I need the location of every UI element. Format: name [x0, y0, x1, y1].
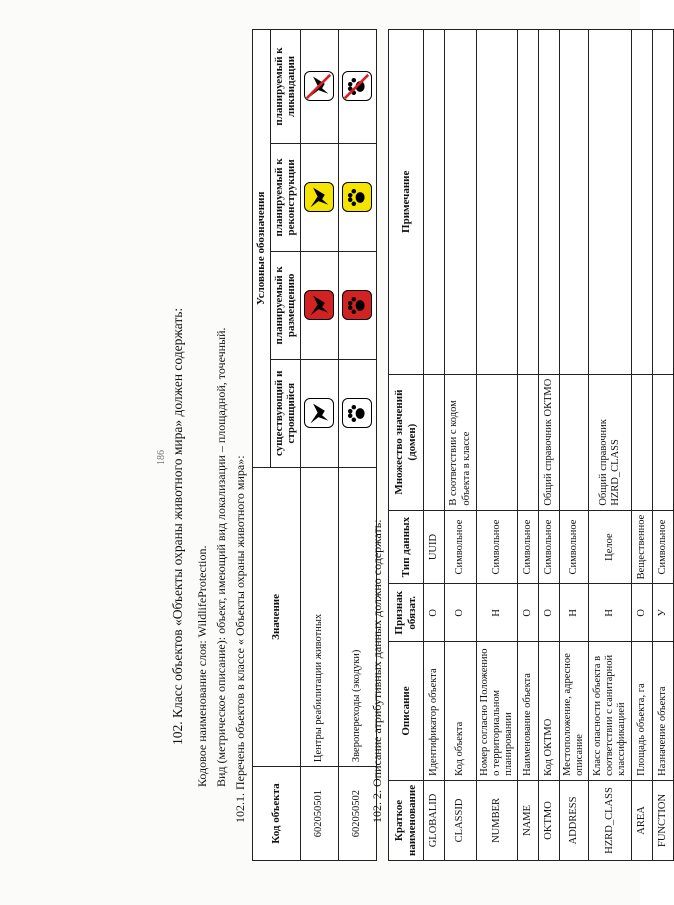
attr-flag: Н — [477, 584, 518, 642]
attr-type: UUID — [424, 510, 445, 584]
table-row — [632, 30, 653, 861]
attr-desc: Код ОКТМО — [539, 642, 560, 781]
attributes-table — [388, 29, 674, 861]
attr-domain — [632, 374, 653, 510]
section-heading: 102. Класс объектов «Объекты охраны животного мира» должен содержать: — [170, 307, 185, 745]
attr-note — [632, 30, 653, 375]
table-row — [300, 30, 338, 861]
table-row — [477, 30, 518, 861]
paw-icon — [342, 71, 372, 101]
attr-domain: В соответствии с кодом объекта в классе — [445, 374, 477, 510]
attr-desc: Площадь объекта, га — [632, 642, 653, 781]
page-number: 186 — [156, 450, 167, 465]
attr-short: AREA — [632, 780, 653, 860]
attr-flag: Н — [560, 584, 589, 642]
attr-type: Символьное — [445, 510, 477, 584]
table-row — [424, 30, 445, 861]
attr-short: GLOBALID — [424, 780, 445, 860]
attr-short: HZRD_CLASS — [589, 780, 632, 860]
table-row — [653, 30, 674, 861]
attr-flag: Н — [589, 584, 632, 642]
object-code: 602050501 — [300, 767, 338, 861]
attr-short: OKTMO — [539, 780, 560, 860]
attr-note — [424, 30, 445, 375]
attr-type: Целое — [589, 510, 632, 584]
header-planned-liquidation: планируемый к ликвидации — [270, 30, 300, 144]
objects-table — [252, 29, 377, 861]
header-value: Значение — [253, 467, 301, 766]
attr-short: NAME — [518, 780, 539, 860]
table-row — [539, 30, 560, 861]
attr-flag: О — [424, 584, 445, 642]
attr-note — [560, 30, 589, 375]
object-value: Зверопереходы (экодуки) — [338, 467, 376, 766]
header-flag: Признак обязат. — [389, 584, 424, 642]
attr-domain — [560, 374, 589, 510]
table-row — [445, 30, 477, 861]
paw-icon — [342, 398, 372, 428]
attr-note — [477, 30, 518, 375]
attr-note — [653, 30, 674, 375]
bird-icon — [304, 290, 334, 320]
attr-type: Символьное — [653, 510, 674, 584]
attr-flag: О — [539, 584, 560, 642]
header-symbols: Условные обозначения — [253, 30, 271, 468]
attr-type: Символьное — [560, 510, 589, 584]
attr-desc: Код объекта — [445, 642, 477, 781]
attr-flag: О — [518, 584, 539, 642]
header-note: Примечание — [389, 30, 424, 375]
list-title: 102.1. Перечень объектов в классе « Объекты охраны животного мира»: — [233, 455, 247, 823]
attr-desc: Местоположение, адресное описание — [560, 642, 589, 781]
attr-flag: У — [653, 584, 674, 642]
paw-icon — [342, 290, 372, 320]
bird-icon — [304, 71, 334, 101]
attr-desc: Класс опасности объекта в соответствии с санитарной классификацией — [589, 642, 632, 781]
attr-domain — [477, 374, 518, 510]
attributes-title: 102. 2. Описание атрибутивных данных должно содержать: — [370, 519, 384, 823]
table-row — [518, 30, 539, 861]
header-short-name: Краткое наименование — [389, 780, 424, 860]
header-planned-placement: планируемый к размещению — [270, 251, 300, 359]
header-existing: существующий и строящийся — [270, 359, 300, 467]
attr-short: ADDRESS — [560, 780, 589, 860]
rotated-content — [20, 20, 669, 885]
object-value: Центры реабилитации животных — [300, 467, 338, 766]
attr-note — [445, 30, 477, 375]
geometry-description: Вид (метрическое описание): объект, имеющий вид локализации – площадной, точечный. — [214, 327, 228, 787]
attr-type: Символьное — [477, 510, 518, 584]
attr-domain — [518, 374, 539, 510]
header-planned-reconstruction: планируемый к реконструкции — [270, 143, 300, 251]
attr-type: Вещественное — [632, 510, 653, 584]
header-type: Тип данных — [389, 510, 424, 584]
attr-domain: Общий справочник HZRD_CLASS — [589, 374, 632, 510]
attr-type: Символьное — [539, 510, 560, 584]
attr-domain: Общий справочник ОКТМО — [539, 374, 560, 510]
table-row — [589, 30, 632, 861]
attr-short: CLASSID — [445, 780, 477, 860]
paw-icon — [342, 182, 372, 212]
attr-type: Символьное — [518, 510, 539, 584]
attr-desc: Идентификатор объекта — [424, 642, 445, 781]
attr-flag: О — [632, 584, 653, 642]
attr-short: NUMBER — [477, 780, 518, 860]
attr-note — [589, 30, 632, 375]
attr-desc: Назначение объекта — [653, 642, 674, 781]
attr-note — [539, 30, 560, 375]
attr-short: FUNCTION — [653, 780, 674, 860]
table-row — [560, 30, 589, 861]
attr-domain — [424, 374, 445, 510]
bird-icon — [304, 398, 334, 428]
attr-note — [518, 30, 539, 375]
header-description: Описание — [389, 642, 424, 781]
code-name-text: Кодовое наименование слоя: WildlifeProtection. — [195, 545, 209, 787]
object-code: 602050502 — [338, 767, 376, 861]
attr-desc: Номер согласно Положению о территориальном планировании — [477, 642, 518, 781]
attr-flag: О — [445, 584, 477, 642]
header-code: Код объекта — [253, 767, 301, 861]
attr-desc: Наименование объекта — [518, 642, 539, 781]
attr-domain — [653, 374, 674, 510]
header-domain: Множество значений (домен) — [389, 374, 424, 510]
bird-icon — [304, 182, 334, 212]
